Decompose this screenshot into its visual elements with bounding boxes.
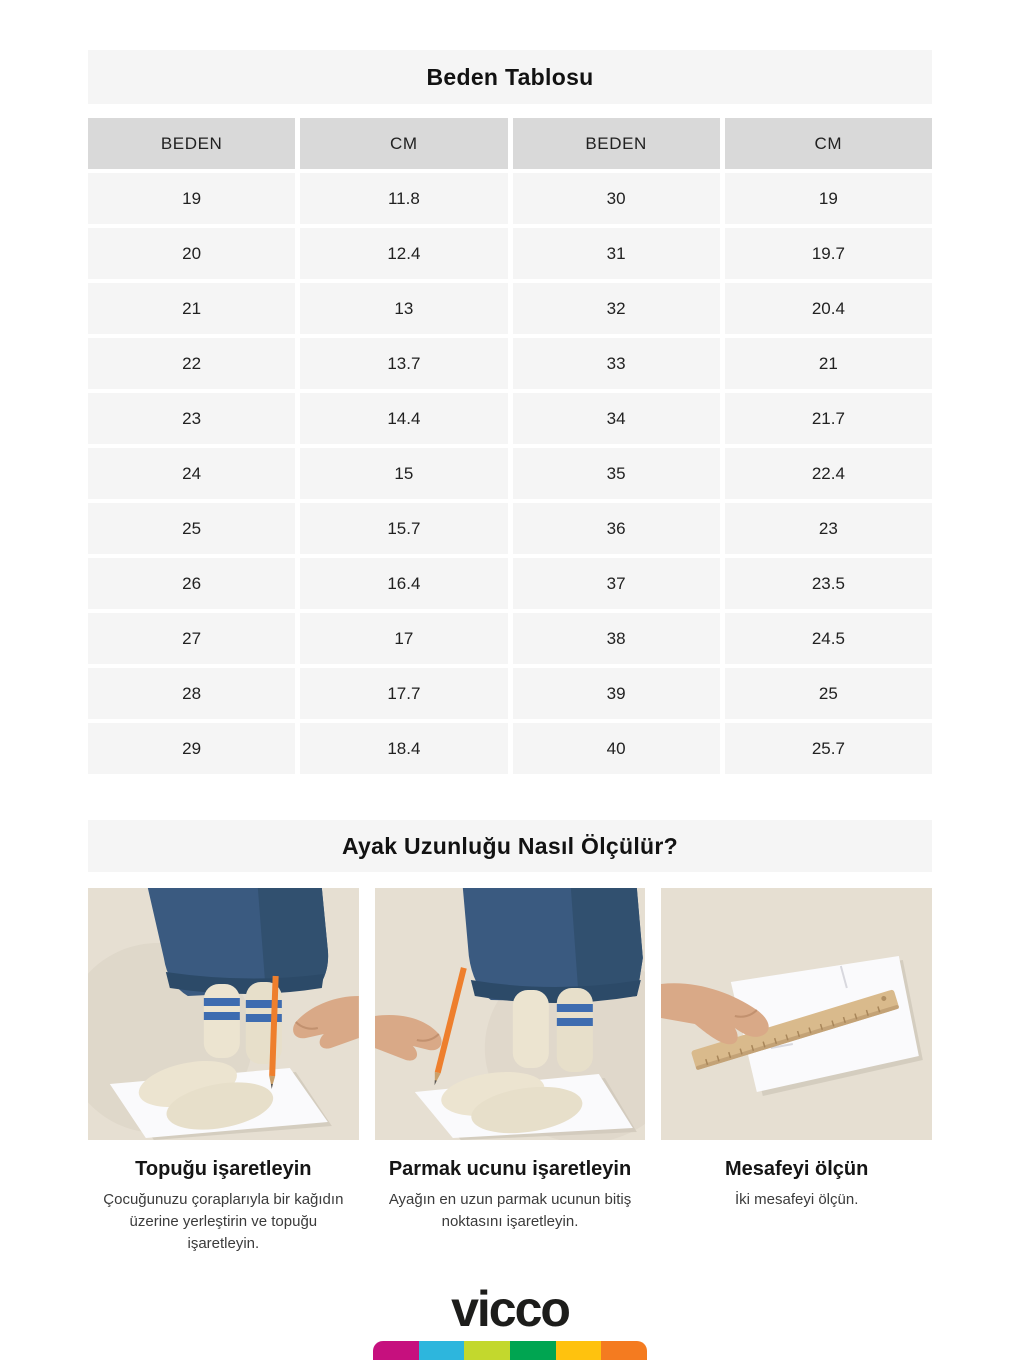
mark-toe-photo — [375, 888, 646, 1140]
size-table-cell: 30 — [513, 173, 720, 224]
mark-heel-photo — [88, 888, 359, 1140]
size-table-cell: 17 — [300, 613, 507, 664]
size-table-cell: 17.7 — [300, 668, 507, 719]
size-table-cell: 28 — [88, 668, 295, 719]
step-title: Mesafeyi ölçün — [724, 1158, 869, 1180]
size-table-cell: 24.5 — [725, 613, 932, 664]
size-table-cell: 11.8 — [300, 173, 507, 224]
size-table-cell: 33 — [513, 338, 720, 389]
size-table-cell: 13 — [300, 283, 507, 334]
brand-color-segment — [556, 1341, 602, 1360]
size-table-cell: 40 — [513, 723, 720, 774]
size-table-cell: 39 — [513, 668, 720, 719]
mark-heel-illustration — [88, 888, 359, 1140]
size-table-cell: 19 — [88, 173, 295, 224]
brand-color-segment — [419, 1341, 465, 1360]
size-table-cell: 16.4 — [300, 558, 507, 609]
size-table-cell: 31 — [513, 228, 720, 279]
size-table-cell: 20 — [88, 228, 295, 279]
measure-distance-illustration — [661, 888, 932, 1140]
size-table-cell: 25 — [88, 503, 295, 554]
table-header-beden-right: BEDEN — [513, 118, 720, 169]
brand-color-segment — [373, 1341, 419, 1360]
step-description: İki mesafeyi ölçün. — [734, 1191, 859, 1208]
size-table-cell: 15.7 — [300, 503, 507, 554]
brand-color-segment — [464, 1341, 510, 1360]
vicco-logo: vicco — [451, 1281, 569, 1337]
brand-color-segment — [510, 1341, 556, 1360]
size-table-cell: 25 — [725, 668, 932, 719]
size-table-cell: 23.5 — [725, 558, 932, 609]
step-description: Ayağın en uzun parmak ucunun bitiş noktasını işaretleyin. — [388, 1191, 632, 1230]
measure-section-title: Ayak Uzunluğu Nasıl Ölçülür? — [88, 820, 932, 872]
size-table-cell: 25.7 — [725, 723, 932, 774]
measure-steps — [88, 888, 932, 1254]
size-table-cell: 36 — [513, 503, 720, 554]
step-title: Parmak ucunu işaretleyin — [388, 1158, 632, 1180]
step-title: Topuğu işaretleyin — [135, 1158, 312, 1180]
size-table-cell: 12.4 — [300, 228, 507, 279]
size-table-cell: 21 — [88, 283, 295, 334]
step-measure-distance — [661, 888, 932, 1254]
size-table-cell: 21 — [725, 338, 932, 389]
size-table-cell: 22.4 — [725, 448, 932, 499]
step-mark-heel — [88, 888, 359, 1254]
table-header-cm-right: CM — [725, 118, 932, 169]
size-table-cell: 23 — [725, 503, 932, 554]
size-table-cell: 24 — [88, 448, 295, 499]
size-table-cell: 21.7 — [725, 393, 932, 444]
step-mark-toe — [375, 888, 646, 1254]
measure-distance-photo — [661, 888, 932, 1140]
size-table-cell: 19 — [725, 173, 932, 224]
step-description: Çocuğunuzu çoraplarıyla bir kağıdın üzerine yerleştirin ve topuğu işaretleyin. — [103, 1191, 344, 1252]
table-header-beden-left: BEDEN — [88, 118, 295, 169]
size-table-cell: 37 — [513, 558, 720, 609]
brand-color-bar — [373, 1341, 647, 1360]
size-table-cell: 26 — [88, 558, 295, 609]
size-table-cell: 35 — [513, 448, 720, 499]
size-table-cell: 15 — [300, 448, 507, 499]
size-table-cell: 22 — [88, 338, 295, 389]
size-table-cell: 29 — [88, 723, 295, 774]
size-table-cell: 18.4 — [300, 723, 507, 774]
size-table-cell: 38 — [513, 613, 720, 664]
size-table-cell: 19.7 — [725, 228, 932, 279]
size-table-cell: 14.4 — [300, 393, 507, 444]
size-table-cell: 27 — [88, 613, 295, 664]
brand-color-segment — [601, 1341, 647, 1360]
table-header-cm-left: CM — [300, 118, 507, 169]
mark-toe-illustration — [375, 888, 646, 1140]
size-table — [88, 118, 932, 774]
page-title: Beden Tablosu — [88, 50, 932, 104]
size-table-cell: 20.4 — [725, 283, 932, 334]
size-table-cell: 13.7 — [300, 338, 507, 389]
size-table-cell: 34 — [513, 393, 720, 444]
size-table-cell: 32 — [513, 283, 720, 334]
size-table-cell: 23 — [88, 393, 295, 444]
